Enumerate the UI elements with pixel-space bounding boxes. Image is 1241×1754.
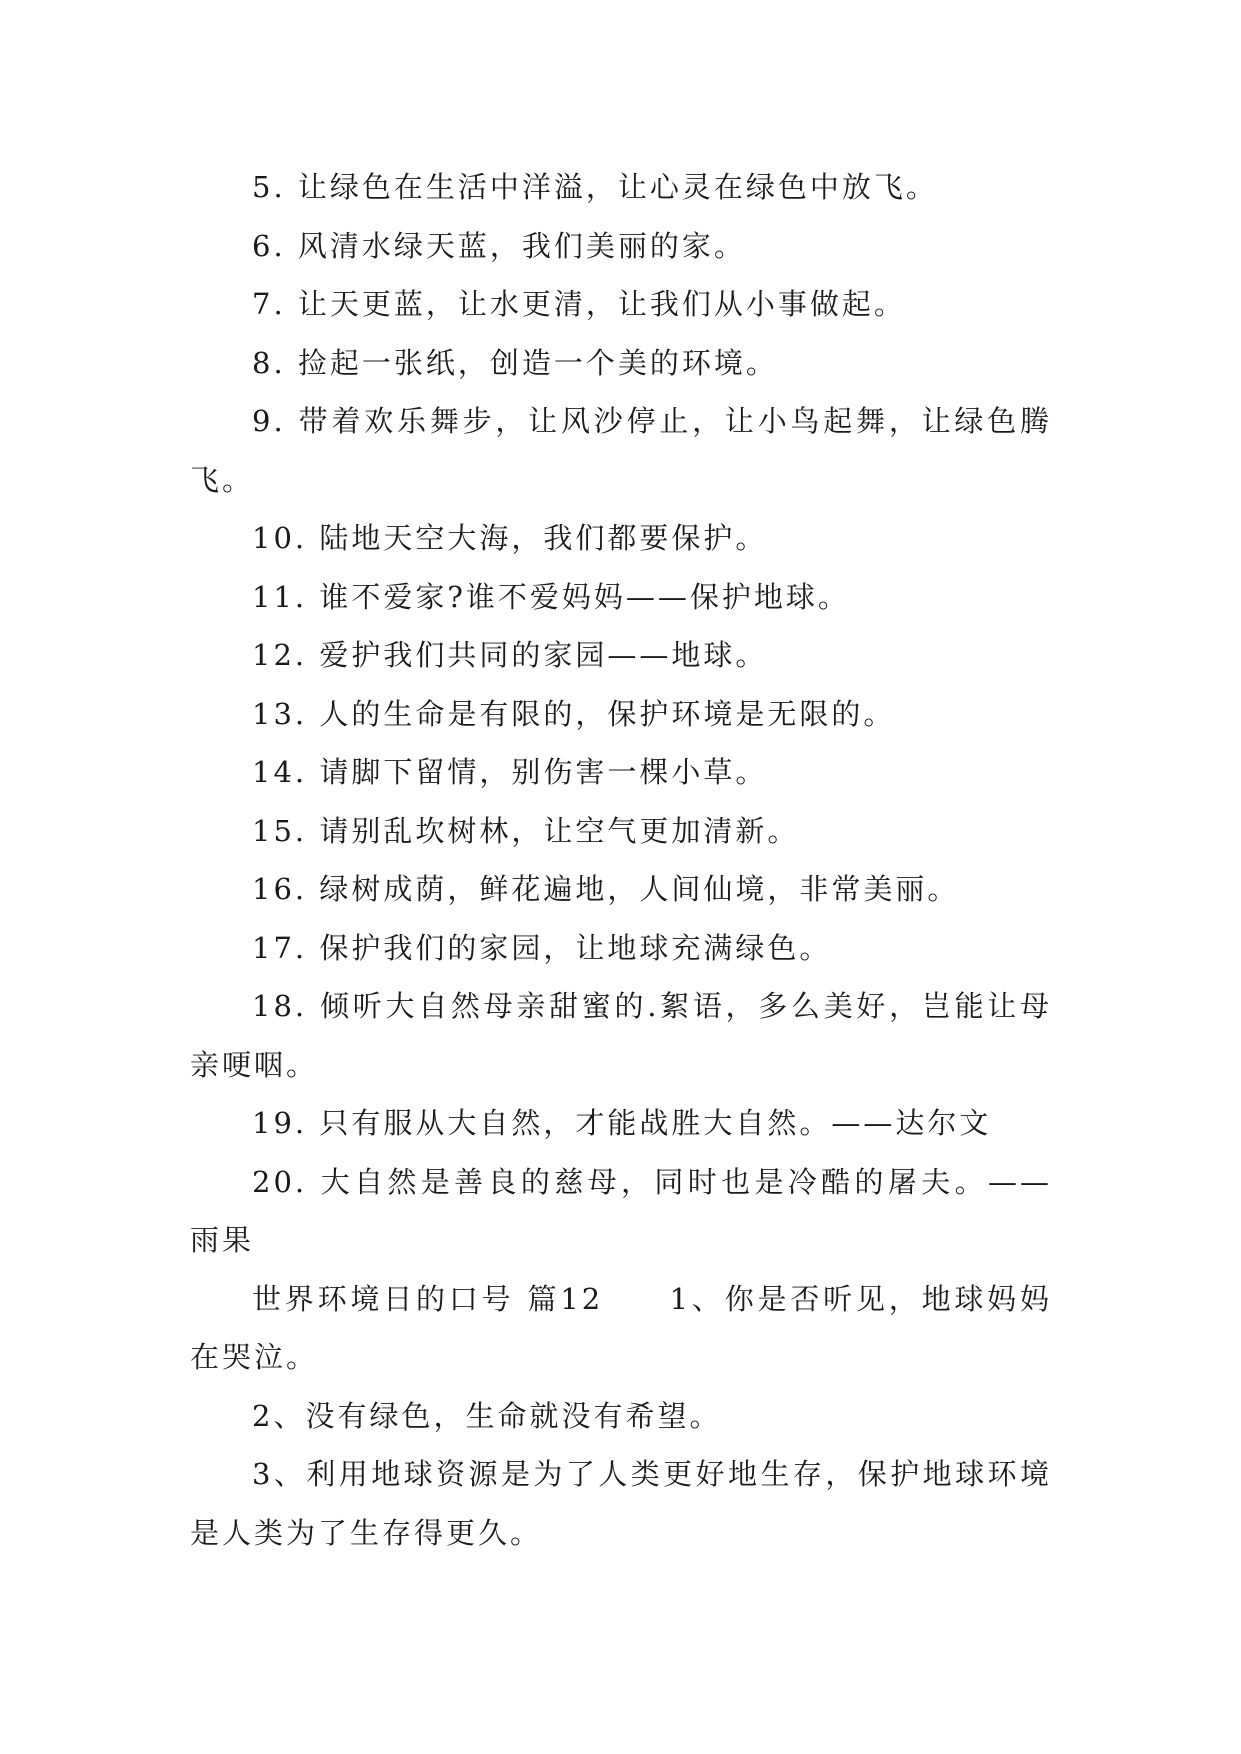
slogan-5: 5. 让绿色在生活中洋溢，让心灵在绿色中放飞。: [252, 170, 938, 204]
slogan-11: 11. 谁不爱家?谁不爱妈妈——保护地球。: [252, 579, 850, 614]
slogan-16: 16. 绿树成荫，鲜花遍地，人间仙境，非常美丽。: [252, 872, 960, 906]
slogan-12-3: 3、利用地球资源是为了人类更好地生存，保护地球环境是人类为了生存得更久。: [190, 1457, 1052, 1550]
slogan-12-2: 2、没有绿色，生命就没有希望。: [252, 1398, 722, 1433]
slogan-18: 18. 倾听大自然母亲甜蜜的.絮语，多么美好，岂能让母亲哽咽。: [190, 989, 1052, 1082]
slogan-12: 12. 爱护我们共同的家园——地球。: [252, 638, 768, 672]
slogan-8: 8. 捡起一张纸，创造一个美的环境。: [252, 345, 778, 380]
slogan-6: 6. 风清水绿天蓝，我们美丽的家。: [252, 228, 746, 263]
slogan-20: 20. 大自然是善良的慈母，同时也是冷酷的屠夫。——雨果: [190, 1164, 1052, 1257]
slogan-13: 13. 人的生命是有限的，保护环境是无限的。: [252, 696, 896, 731]
slogan-17: 17. 保护我们的家园，让地球充满绿色。: [252, 930, 832, 965]
slogan-19: 19. 只有服从大自然，才能战胜大自然。——达尔文: [252, 1106, 992, 1140]
slogan-15: 15. 请别乱坎树林，让空气更加清新。: [252, 813, 800, 848]
document-body: [190, 158, 1052, 1562]
slogan-7: 7. 让天更蓝，让水更清，让我们从小事做起。: [252, 287, 906, 321]
slogan-9: 9. 带着欢乐舞步，让风沙停止，让小鸟起舞，让绿色腾飞。: [190, 404, 1052, 497]
slogan-14: 14. 请脚下留情，别伤害一棵小草。: [252, 755, 768, 789]
section-heading-12: 世界环境日的口号 篇12 1、你是否听见，地球妈妈在哭泣。: [190, 1281, 1052, 1374]
slogan-10: 10. 陆地天空大海，我们都要保护。: [252, 521, 768, 555]
